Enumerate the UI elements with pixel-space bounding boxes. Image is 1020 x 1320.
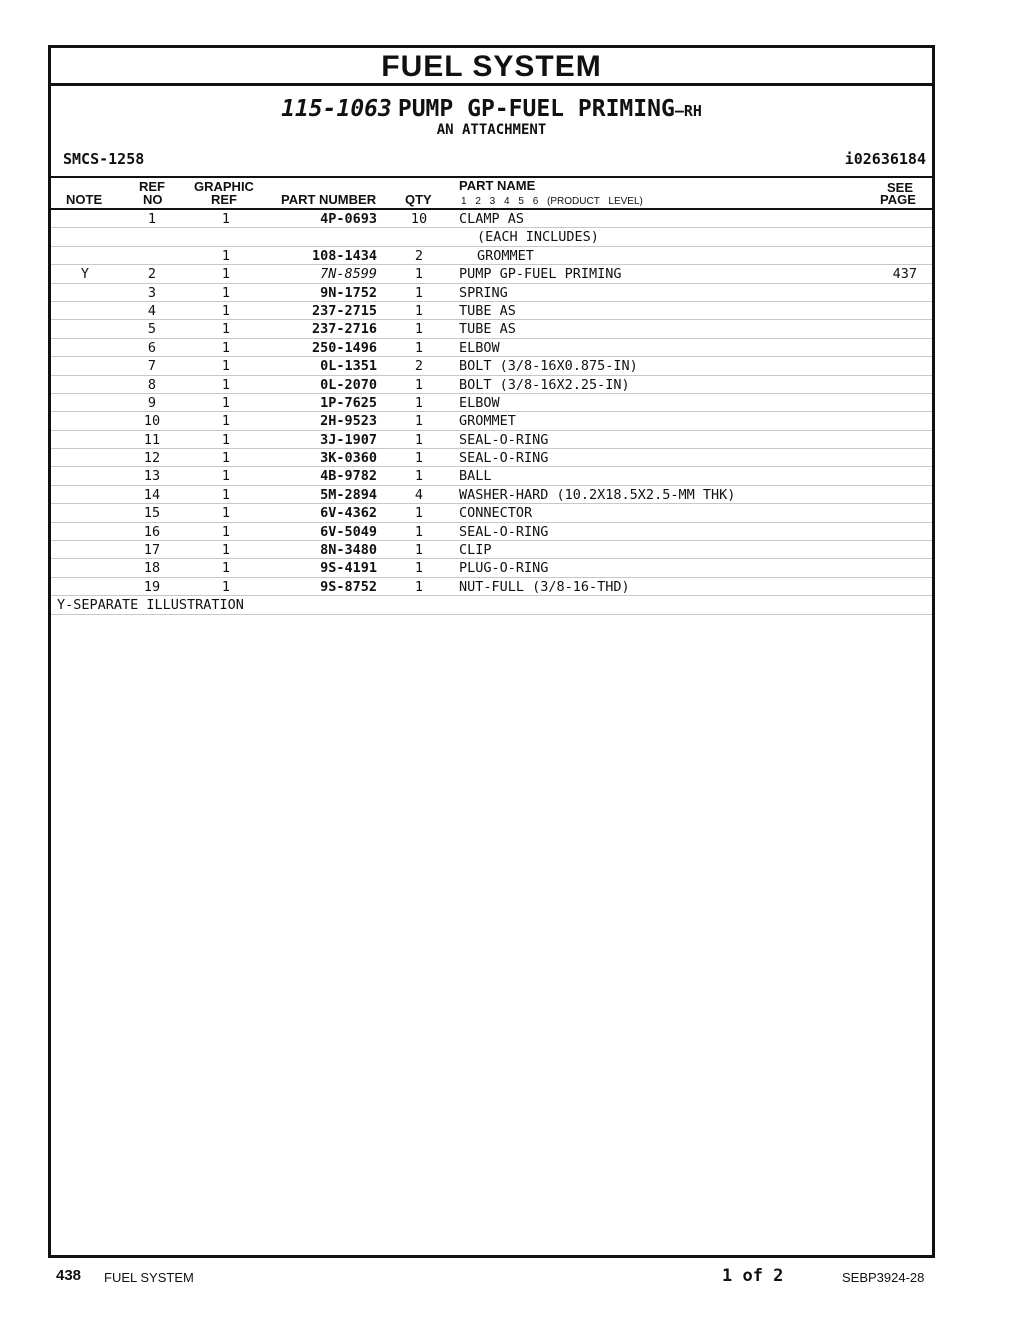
page-frame xyxy=(48,45,935,1258)
part-name-cell: CONNECTOR xyxy=(459,505,533,522)
graphic-ref-cell: 1 xyxy=(221,247,231,264)
part-name-cell: BOLT (3/8-16X2.25-IN) xyxy=(459,376,630,393)
table-row xyxy=(51,357,932,375)
graphic-ref-cell: 1 xyxy=(221,266,231,283)
part-name-cell: SEAL-O-RING xyxy=(459,523,549,540)
ref-no-cell: 6 xyxy=(147,339,157,356)
graphic-ref-cell: 1 xyxy=(221,542,231,559)
part-name-cell: GROMMET xyxy=(477,247,534,264)
part-number-cell: 3J-1907 xyxy=(320,431,377,448)
page-of: 1 of 2 xyxy=(722,1266,784,1286)
part-number-cell: 6V-5049 xyxy=(320,523,377,540)
note-cell: Y xyxy=(80,266,90,283)
table-row xyxy=(51,394,932,412)
part-name-cell: NUT-FULL (3/8-16-THD) xyxy=(459,578,630,595)
table-row xyxy=(51,228,932,246)
part-number-cell: 8N-3480 xyxy=(320,542,377,559)
header-graphic-top: GRAPHIC xyxy=(194,179,254,194)
table-row xyxy=(51,467,932,485)
document-id: SEBP3924-28 xyxy=(842,1270,925,1285)
ref-no-cell: 7 xyxy=(147,358,157,375)
header-see-bottom: PAGE xyxy=(880,192,916,207)
graphic-ref-cell: 1 xyxy=(221,339,231,356)
ref-no-cell: 3 xyxy=(147,284,157,301)
qty-cell: 1 xyxy=(414,505,424,522)
ref-no-cell: 13 xyxy=(143,468,161,485)
ref-no-cell: 14 xyxy=(143,486,161,503)
qty-cell: 4 xyxy=(414,486,424,503)
part-number-cell: 9S-4191 xyxy=(320,560,377,577)
table-row xyxy=(51,523,932,541)
smcs-code: SMCS-1258 xyxy=(63,150,145,168)
part-name-cell: SPRING xyxy=(459,284,508,301)
part-name-cell: WASHER-HARD (10.2X18.5X2.5-MM THK) xyxy=(459,486,736,503)
part-number-cell: 7N-8599 xyxy=(320,266,377,283)
header-ref-bottom: NO xyxy=(143,192,163,207)
table-row xyxy=(51,504,932,522)
graphic-ref-cell: 1 xyxy=(221,523,231,540)
ref-no-cell: 8 xyxy=(147,376,157,393)
qty-cell: 1 xyxy=(414,339,424,356)
part-number-cell: 0L-2070 xyxy=(320,376,377,393)
part-number-cell: 3K-0360 xyxy=(320,450,377,467)
qty-cell: 1 xyxy=(414,523,424,540)
table-row xyxy=(51,449,932,467)
qty-cell: 2 xyxy=(414,358,424,375)
part-name-cell: SEAL-O-RING xyxy=(459,450,549,467)
group-number: 115-1063 xyxy=(281,96,392,122)
part-name-cell: PLUG-O-RING xyxy=(459,560,549,577)
qty-cell: 1 xyxy=(414,376,424,393)
section-title: FUEL SYSTEM xyxy=(51,48,932,86)
part-name-cell: (EACH INCLUDES) xyxy=(477,229,599,246)
part-number-cell: 6V-4362 xyxy=(320,505,377,522)
part-name-cell: TUBE AS xyxy=(459,302,516,319)
ref-no-cell: 15 xyxy=(143,505,161,522)
ref-no-cell: 10 xyxy=(143,413,161,430)
header-note: NOTE xyxy=(66,192,103,207)
footer-section: FUEL SYSTEM xyxy=(104,1270,194,1285)
graphic-ref-cell: 1 xyxy=(221,505,231,522)
table-row xyxy=(51,431,932,449)
part-number-cell: 1P-7625 xyxy=(320,394,377,411)
ref-no-cell: 1 xyxy=(147,211,157,227)
part-number-cell: 0L-1351 xyxy=(320,358,377,375)
header-part-number: PART NUMBER xyxy=(281,192,377,207)
graphic-ref-cell: 1 xyxy=(221,431,231,448)
qty-cell: 1 xyxy=(414,284,424,301)
group-name: PUMP GP-FUEL PRIMING xyxy=(397,96,675,122)
group-suffix: —RH xyxy=(674,102,702,120)
graphic-ref-cell: 1 xyxy=(221,486,231,503)
part-number-cell: 2H-9523 xyxy=(320,413,377,430)
header-qty: QTY xyxy=(405,192,432,207)
qty-cell: 1 xyxy=(414,542,424,559)
see-page-cell: 437 xyxy=(892,266,917,283)
qty-cell: 1 xyxy=(414,431,424,448)
part-number-cell: 4P-0693 xyxy=(320,211,377,227)
header-ref-top: REF xyxy=(139,179,165,194)
qty-cell: 1 xyxy=(414,266,424,283)
graphic-ref-cell: 1 xyxy=(221,376,231,393)
header-product-levels: 1 2 3 4 5 6 (PRODUCT LEVEL) xyxy=(461,196,643,207)
table-row xyxy=(51,247,932,265)
footnote: Y-SEPARATE ILLUSTRATION xyxy=(51,596,932,614)
ref-no-cell: 12 xyxy=(143,450,161,467)
qty-cell: 1 xyxy=(414,450,424,467)
part-name-cell: PUMP GP-FUEL PRIMING xyxy=(459,266,622,283)
qty-cell: 1 xyxy=(414,302,424,319)
qty-cell: 1 xyxy=(414,394,424,411)
table-row xyxy=(51,559,932,577)
table-row xyxy=(51,320,932,338)
qty-cell: 1 xyxy=(414,468,424,485)
table-row xyxy=(51,339,932,357)
table-row xyxy=(51,210,932,228)
table-row xyxy=(51,541,932,559)
ref-no-cell: 11 xyxy=(143,431,161,448)
header-graphic-bottom: REF xyxy=(211,192,237,207)
smcs-row xyxy=(51,150,932,170)
graphic-ref-cell: 1 xyxy=(221,578,231,595)
part-name-cell: BOLT (3/8-16X0.875-IN) xyxy=(459,358,638,375)
table-header xyxy=(51,176,932,210)
table-row xyxy=(51,302,932,320)
illustration-id: i02636184 xyxy=(844,150,926,168)
ref-no-cell: 18 xyxy=(143,560,161,577)
page-footer xyxy=(0,1266,1020,1290)
part-name-cell: SEAL-O-RING xyxy=(459,431,549,448)
graphic-ref-cell: 1 xyxy=(221,321,231,338)
ref-no-cell: 5 xyxy=(147,321,157,338)
qty-cell: 1 xyxy=(414,321,424,338)
qty-cell: 1 xyxy=(414,578,424,595)
ref-no-cell: 2 xyxy=(147,266,157,283)
graphic-ref-cell: 1 xyxy=(221,358,231,375)
qty-cell: 10 xyxy=(410,211,428,227)
ref-no-cell: 9 xyxy=(147,394,157,411)
table-row xyxy=(51,578,932,596)
part-number-cell: 250-1496 xyxy=(311,339,377,356)
part-number-cell: 5M-2894 xyxy=(320,486,377,503)
table-row xyxy=(51,265,932,283)
table-row xyxy=(51,412,932,430)
qty-cell: 2 xyxy=(414,247,424,264)
header-part-name: PART NAME xyxy=(459,178,536,193)
attachment-label: AN ATTACHMENT xyxy=(436,122,547,138)
ref-no-cell: 16 xyxy=(143,523,161,540)
graphic-ref-cell: 1 xyxy=(221,284,231,301)
graphic-ref-cell: 1 xyxy=(221,394,231,411)
table-row xyxy=(51,284,932,302)
graphic-ref-cell: 1 xyxy=(221,450,231,467)
header-see-top: SEE xyxy=(887,180,914,195)
ref-no-cell: 4 xyxy=(147,302,157,319)
part-number-cell: 237-2715 xyxy=(311,302,377,319)
parts-table-body xyxy=(51,210,932,596)
part-number-cell: 9N-1752 xyxy=(320,284,377,301)
graphic-ref-cell: 1 xyxy=(221,211,231,227)
page-number: 438 xyxy=(56,1267,82,1284)
part-number-cell: 108-1434 xyxy=(311,247,377,264)
table-row xyxy=(51,376,932,394)
graphic-ref-cell: 1 xyxy=(221,560,231,577)
graphic-ref-cell: 1 xyxy=(221,468,231,485)
ref-no-cell: 19 xyxy=(143,578,161,595)
part-name-cell: ELBOW xyxy=(459,394,500,411)
part-name-cell: CLAMP AS xyxy=(459,211,525,227)
part-name-cell: ELBOW xyxy=(459,339,500,356)
group-heading xyxy=(51,96,932,122)
table-row xyxy=(51,486,932,504)
graphic-ref-cell: 1 xyxy=(221,413,231,430)
part-number-cell: 9S-8752 xyxy=(320,578,377,595)
part-number-cell: 237-2716 xyxy=(311,321,377,338)
qty-cell: 1 xyxy=(414,560,424,577)
part-name-cell: BALL xyxy=(459,468,492,485)
part-name-cell: TUBE AS xyxy=(459,321,516,338)
ref-no-cell: 17 xyxy=(143,542,161,559)
qty-cell: 1 xyxy=(414,413,424,430)
part-name-cell: GROMMET xyxy=(459,413,516,430)
part-number-cell: 4B-9782 xyxy=(320,468,377,485)
part-name-cell: CLIP xyxy=(459,542,492,559)
graphic-ref-cell: 1 xyxy=(221,302,231,319)
